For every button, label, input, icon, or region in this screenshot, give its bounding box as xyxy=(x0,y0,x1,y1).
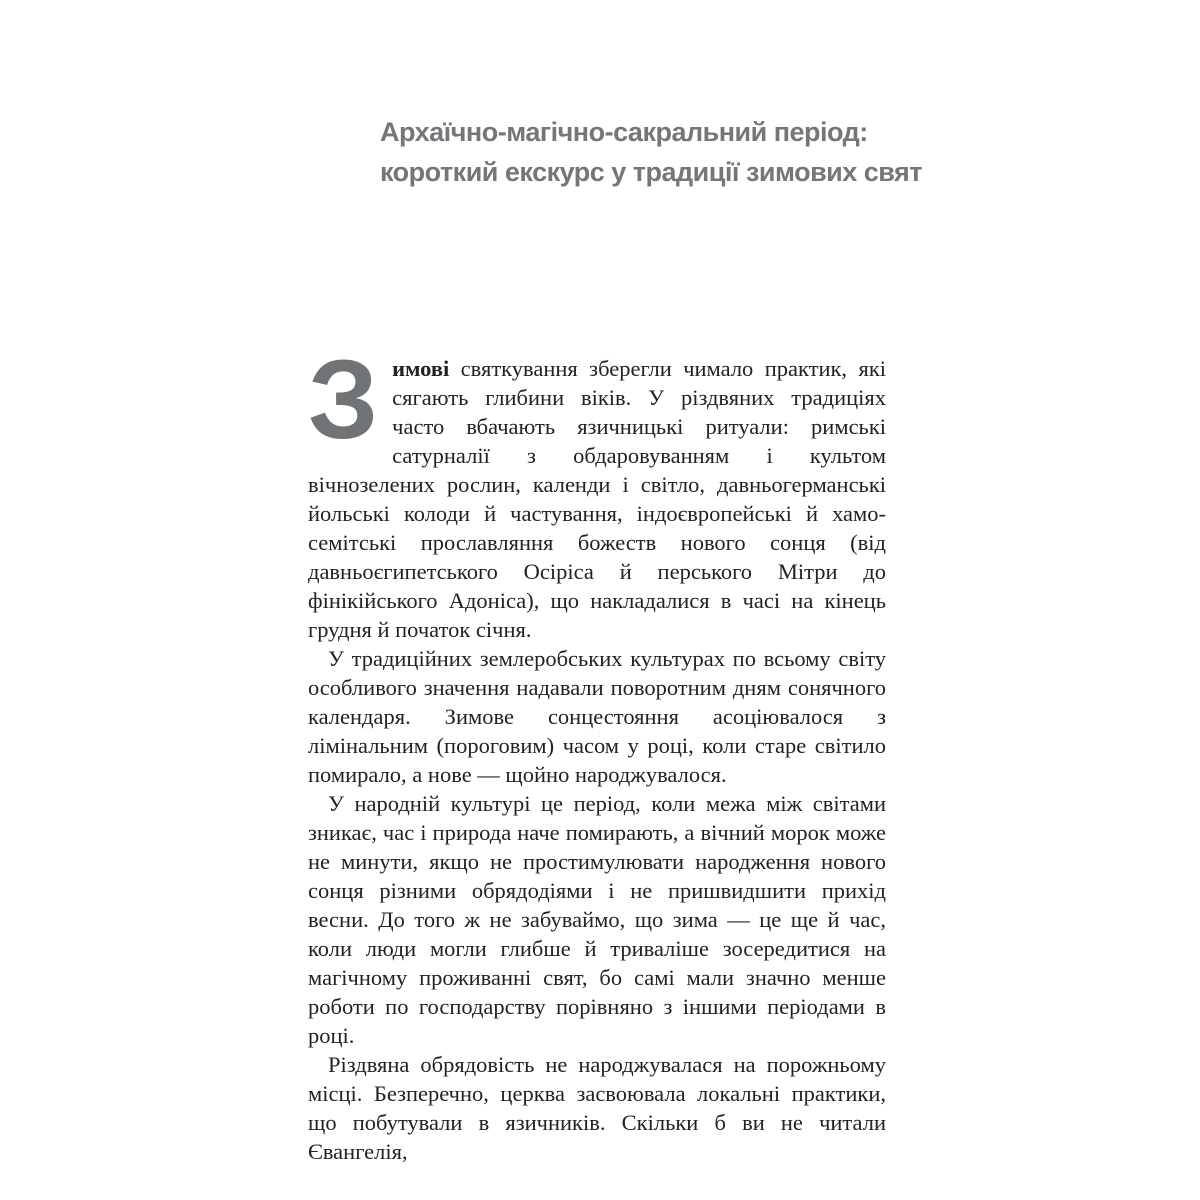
paragraph-1-text: святкування зберегли чимало практик, які сягають глибини віків. У різдвяних традиціях часто вбачають язичницькі ритуали: римські сатурналії з обдаровуванням і культом вічнозелених рослин, календи і світло, давньогерманські йольські колоди й частування, індоєвропейські й хамо-семітські прославляння божеств нового сонця (від давньоєгипетського Осіріса й перського Мітри до фінікійського Адоніса), що накладалися в часі на кінець грудня й початок січня. xyxy=(308,356,886,642)
paragraph-4: Різдвяна обрядовість не народжувалася на порожньому місці. Безперечно, церква засвоювала локальні практики, що побутували в язичників. Скільки б ви не читали Євангелія, xyxy=(308,1052,886,1164)
body-text xyxy=(308,337,886,1166)
chapter-heading xyxy=(380,112,1200,192)
chapter-heading-line-1: Архаїчно-магічно-сакральний період: xyxy=(380,117,868,147)
paragraph-3: У народній культурі це період, коли межа між світами зникає, час і природа наче помирають, а вічний морок може не минути, якщо не простимулювати народження нового сонця різними обрядодіями і не пришвидшити прихід весни. До того ж не забуваймо, що зима — це ще й час, коли люди могли глибше й триваліше зосередитися на магічному проживанні свят, бо самі мали значно менше роботи по господарству порівняно з іншими періодами в році. xyxy=(308,791,886,1048)
lead-word: имові xyxy=(392,356,450,381)
paragraph-1 xyxy=(308,337,886,644)
drop-cap: З xyxy=(308,337,379,462)
chapter-heading-line-2: короткий екскурс у традиції зимових свят xyxy=(380,157,923,187)
paragraph-2: У традиційних землеробських культурах по всьому світу особливого значення надавали поворотним дням сонячного календаря. Зимове сонцестояння асоціювалося з лімінальним (пороговим) часом у році, коли старе світило помирало, а нове — щойно народжувалося. xyxy=(308,646,886,787)
